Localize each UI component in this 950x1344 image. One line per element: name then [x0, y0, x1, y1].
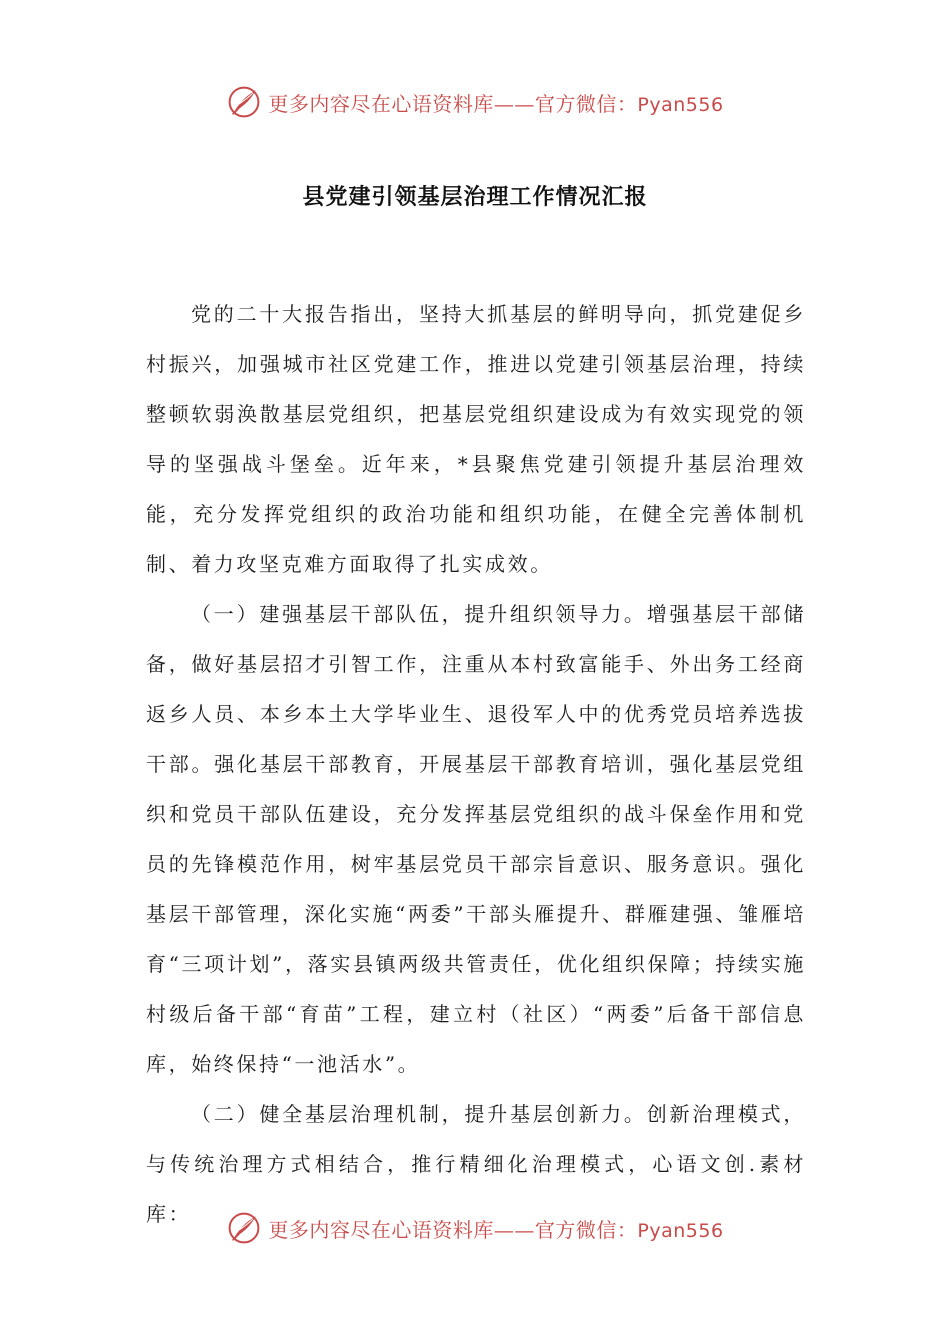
document-body [146, 289, 806, 1239]
watermark-group [226, 84, 723, 120]
watermark-slogan: 更多内容尽在心语资料库 [268, 91, 494, 116]
header-watermark [0, 80, 950, 124]
watermark-separator: —— [493, 91, 535, 116]
quill-pen-logo-icon [226, 84, 262, 120]
watermark-wechat-id: Pyan556 [637, 1219, 724, 1242]
watermark-group [226, 1210, 723, 1246]
footer-watermark [0, 1206, 950, 1250]
watermark-wechat-id: Pyan556 [637, 93, 724, 116]
watermark-wechat-label: 官方微信： [534, 91, 638, 116]
watermark-separator: —— [493, 1217, 535, 1242]
paragraph-section-2: （二）健全基层治理机制，提升基层创新力。创新治理模式，与传统治理方式相结合，推行精细化治理模式，心语文创.素材库： [146, 1102, 806, 1226]
paragraph-section-1: （一）建强基层干部队伍，提升组织领导力。增强基层干部储备，做好基层招才引智工作，注重从本村致富能手、外出务工经商返乡人员、本乡本土大学毕业生、退役军人中的优秀党员培养选拔干部。强化基层干部教育，开展基层干部教育培训，强化基层党组织和党员干部队伍建设，充分发挥基层党组织的战斗保垒作用和党员的先锋模范作用，树牢基层党员干部宗旨意识、服务意识。强化基层干部管理，深化实施“两委”干部头雁提升、群雁建强、雏雁培育“三项计划”，落实县镇两级共管责任，优化组织保障；持续实施村级后备干部“育苗”工程，建立村（社区）“两委”后备干部信息库，始终保持“一池活水”。 [146, 602, 806, 1076]
paragraph-intro: 党的二十大报告指出，坚持大抓基层的鲜明导向，抓党建促乡村振兴，加强城市社区党建工作，推进以党建引领基层治理，持续整顿软弱涣散基层党组织，把基层党组织建设成为有效实现党的领导的坚强战斗堡垒。近年来，*县聚焦党建引领提升基层治理效能，充分发挥党组织的政治功能和组织功能，在健全完善体制机制、着力攻坚克难方面取得了扎实成效。 [146, 302, 806, 576]
document-title: 县党建引领基层治理工作情况汇报 [302, 185, 648, 210]
watermark-wechat-label: 官方微信： [534, 1217, 638, 1242]
watermark-slogan: 更多内容尽在心语资料库 [268, 1217, 494, 1242]
watermark-text [268, 1214, 723, 1243]
watermark-text [268, 88, 723, 117]
quill-pen-logo-icon [226, 1210, 262, 1246]
